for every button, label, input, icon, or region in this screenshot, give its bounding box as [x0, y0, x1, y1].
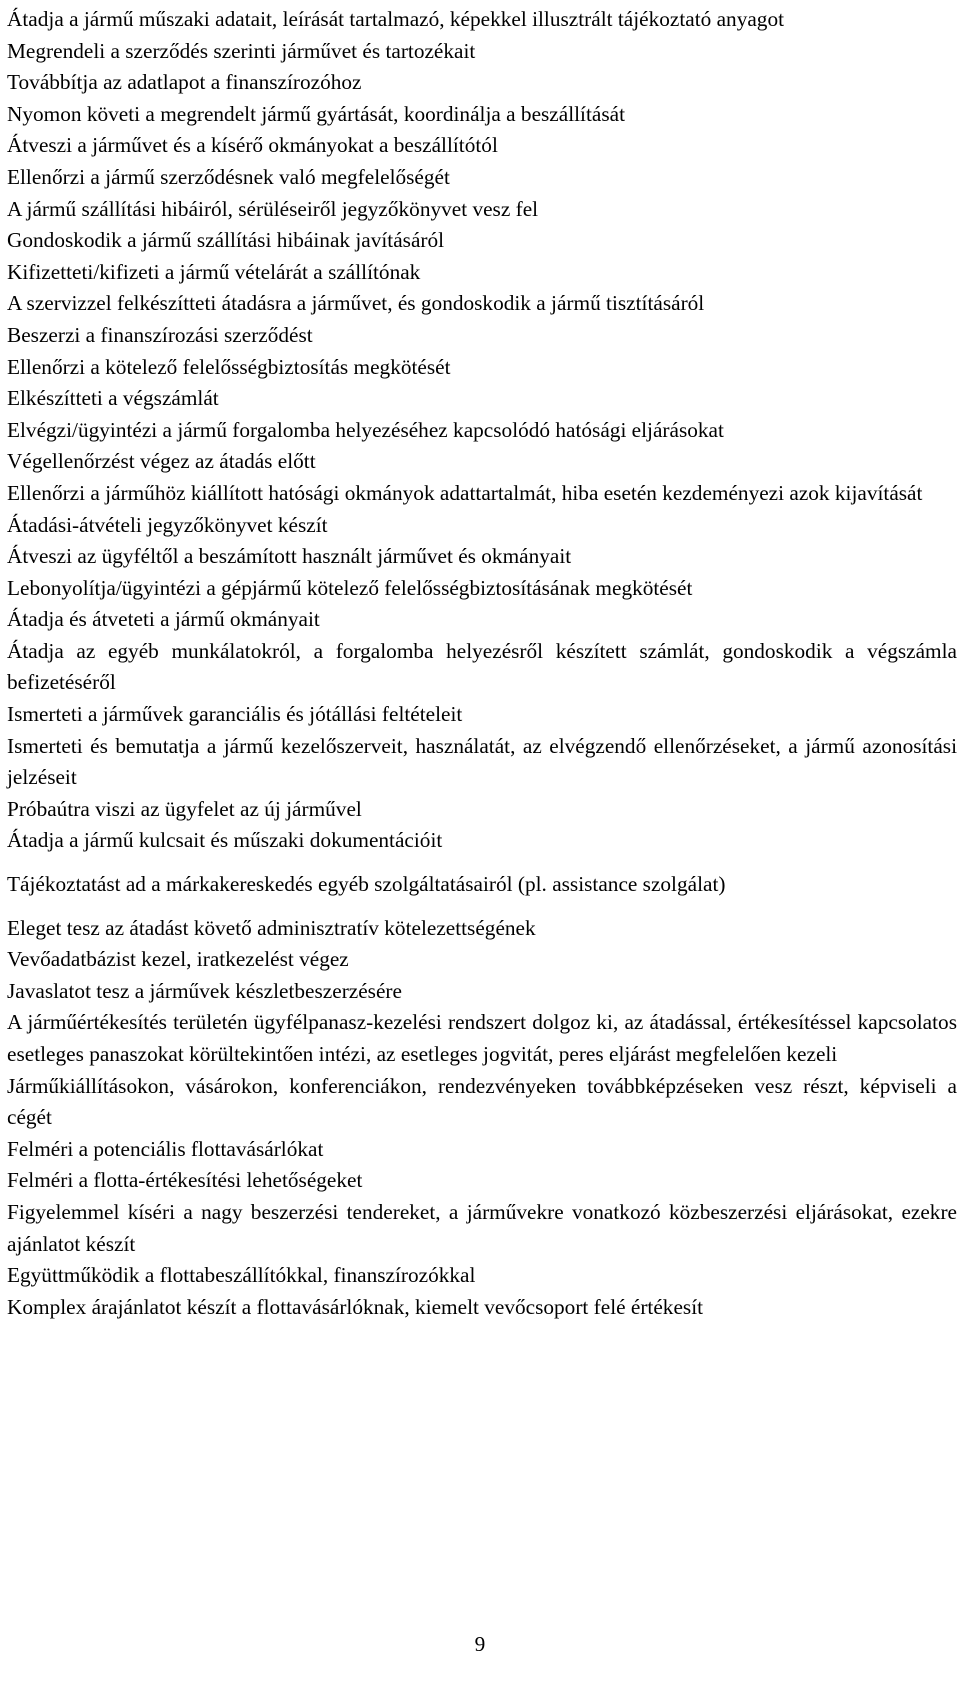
task-item: A jármű szállítási hibáiról, sérüléseiről jegyzőkönyvet vesz fel — [7, 196, 539, 221]
task-item: Próbaútra viszi az ügyfelet az új járművel — [7, 796, 362, 821]
task-item: Lebonyolítja/ügyintézi a gépjármű kötelező felelősségbiztosításának megkötését — [7, 575, 693, 600]
task-item: Felméri a flotta-értékesítési lehetőségeket — [7, 1168, 363, 1193]
task-item: Figyelemmel kíséri a nagy beszerzési tendereket, a járművekre vonatkozó közbeszerzési eljárásokat, ezekre ajánlatot készít — [7, 1199, 957, 1256]
task-item: Elkészítteti a végszámlát — [7, 386, 219, 411]
task-item: Átadja az egyéb munkálatokról, a forgalomba helyezésről készített számlát, gondoskodik a végszámla befizetéséről — [7, 638, 957, 695]
task-item: Átadja és átveteti a jármű okmányait — [7, 607, 320, 632]
task-item: Együttműködik a flottabeszállítókkal, finanszírozókkal — [7, 1263, 476, 1288]
task-item: Járműkiállításokon, vásárokon, konferenciákon, rendezvényeken továbbképzéseken vesz részt, képviseli a cégét — [7, 1073, 957, 1130]
task-item: Nyomon követi a megrendelt jármű gyártását, koordinálja a beszállítását — [7, 101, 625, 126]
task-item: Eleget tesz az átadást követő adminisztratív kötelezettségének — [7, 915, 536, 940]
task-item: Továbbítja az adatlapot a finanszírozóhoz — [7, 70, 362, 95]
task-item: Javaslatot tesz a járművek készletbeszerzésére — [7, 978, 402, 1003]
task-item: Végellenőrzést végez az átadás előtt — [7, 449, 316, 474]
task-item: Komplex árajánlatot készít a flottavásárlóknak, kiemelt vevőcsoport felé értékesít — [7, 1294, 704, 1319]
task-item: A szervizzel felkészítteti átadásra a járművet, és gondoskodik a jármű tisztításáról — [7, 291, 705, 316]
page-number: 9 — [474, 1632, 486, 1656]
task-item: Átveszi az ügyféltől a beszámított használt járművet és okmányait — [7, 544, 572, 569]
task-item: Megrendeli a szerződés szerinti járművet és tartozékait — [7, 38, 476, 63]
task-item: Átadási-átvételi jegyzőkönyvet készít — [7, 512, 328, 537]
task-item: Ellenőrzi a járműhöz kiállított hatósági okmányok adattartalmát, hiba esetén kezdeményezi azok kijavítását — [7, 480, 923, 505]
task-item: Tájékoztatást ad a márkakereskedés egyéb szolgáltatásairól (pl. assistance szolgálat) — [7, 872, 726, 897]
document-body — [7, 4, 957, 1323]
task-item: Átadja a jármű műszaki adatait, leírását tartalmazó, képekkel illusztrált tájékoztató anyagot — [7, 7, 785, 31]
task-item: A járműértékesítés területén ügyfélpanasz-kezelési rendszert dolgoz ki, az átadással, értékesítéssel kapcsolatos esetleges panaszokat körültekintően intézi, az esetleges jogvitát, peres eljárást megfelelően kezeli — [7, 1010, 957, 1066]
task-item: Ismerteti és bemutatja a jármű kezelőszerveit, használatát, az elvégzendő ellenőrzéseket, a jármű azonosítási jelzéseit — [7, 733, 957, 790]
task-item: Ellenőrzi a kötelező felelősségbiztosítás megkötését — [7, 354, 451, 379]
task-item: Ismerteti a járművek garanciális és jótállási feltételeit — [7, 702, 463, 727]
task-item: Elvégzi/ügyintézi a jármű forgalomba helyezéséhez kapcsolódó hatósági eljárásokat — [7, 417, 724, 442]
task-item: Átadja a jármű kulcsait és műszaki dokumentációit — [7, 828, 443, 853]
task-item: Kifizetteti/kifizeti a jármű vételárát a szállítónak — [7, 259, 421, 284]
task-item: Ellenőrzi a jármű szerződésnek való megfelelőségét — [7, 164, 450, 189]
task-item: Átveszi a járművet és a kísérő okmányokat a beszállítótól — [7, 133, 498, 158]
task-item: Vevőadatbázist kezel, iratkezelést végez — [7, 947, 349, 972]
task-item: Felméri a potenciális flottavásárlókat — [7, 1136, 324, 1161]
task-item: Beszerzi a finanszírozási szerződést — [7, 322, 313, 347]
task-item: Gondoskodik a jármű szállítási hibáinak javításáról — [7, 228, 445, 253]
